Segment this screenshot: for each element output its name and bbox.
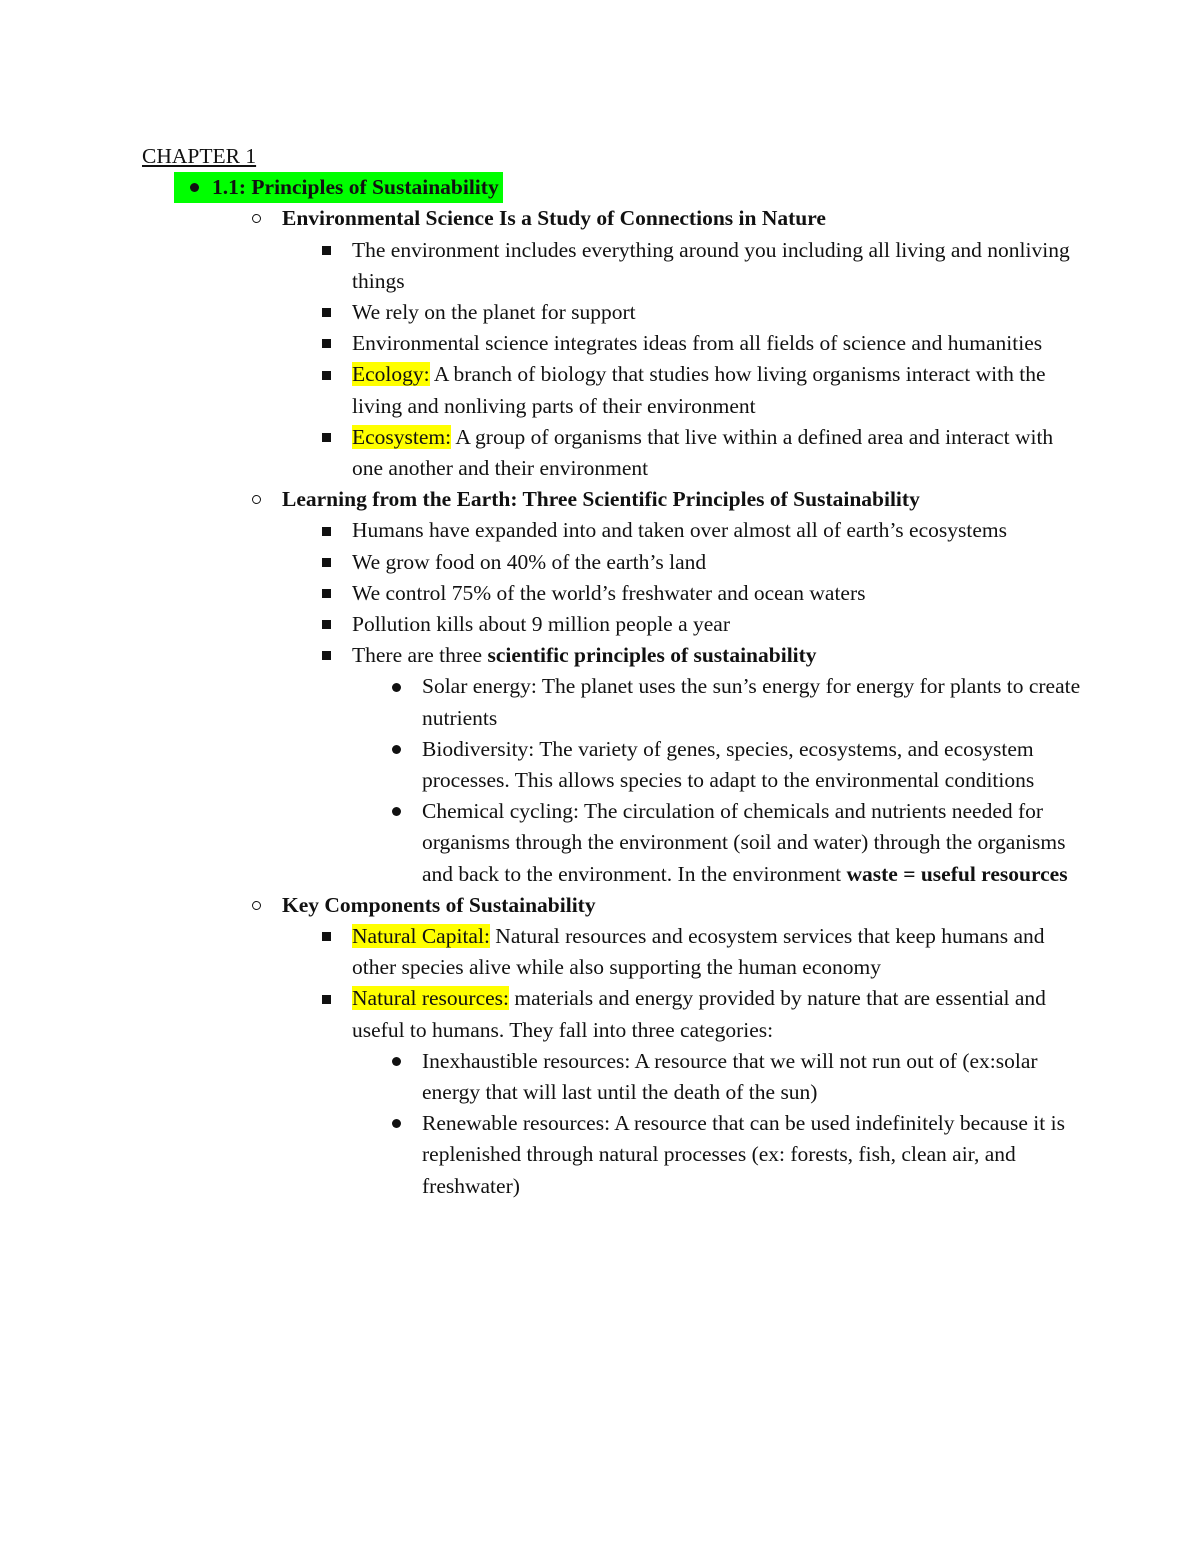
point-text: Pollution kills about 9 million people a year [352, 612, 730, 637]
point-text: A branch of biology that studies how living organisms interact with the living and nonliving parts of their environment [352, 362, 1046, 418]
square-bullet-icon [314, 578, 338, 609]
notes-content [142, 141, 1082, 1202]
subsection-heading [142, 484, 1082, 515]
list-item [142, 328, 1082, 359]
principle-text: Chemical cycling: The circulation of chemicals and nutrients needed for organisms through the environment (soil and water) through the organisms and back to the environment. In the environment [422, 799, 1066, 886]
hollow-bullet-icon [244, 890, 268, 921]
filled-bullet-icon [384, 796, 408, 827]
square-bullet-icon [314, 921, 338, 952]
square-bullet-icon [314, 297, 338, 328]
list-item [142, 515, 1082, 546]
filled-bullet-icon [384, 671, 408, 702]
filled-bullet-icon [384, 1108, 408, 1139]
list-item [142, 734, 1082, 796]
list-item [142, 796, 1082, 890]
subsection-heading [142, 203, 1082, 234]
list-item [142, 235, 1082, 297]
list-item [142, 422, 1082, 484]
principle-text: Solar energy: The planet uses the sun’s energy for energy for plants to create nutrients [422, 674, 1081, 730]
filled-bullet-icon [182, 172, 206, 203]
highlighted-term: Ecology: [352, 362, 430, 387]
square-bullet-icon [314, 359, 338, 390]
subsection-title: Learning from the Earth: Three Scientific Principles of Sustainability [282, 487, 920, 512]
hollow-bullet-icon [244, 203, 268, 234]
section-highlight [174, 172, 503, 203]
hollow-bullet-icon [244, 484, 268, 515]
list-item [142, 983, 1082, 1045]
point-text: There are three [352, 643, 488, 668]
point-text: A group of organisms that live within a defined area and interact with one another and their environment [352, 424, 1054, 481]
square-bullet-icon [314, 983, 338, 1014]
point-text: We control 75% of the world’s freshwater and ocean waters [352, 580, 866, 605]
list-item [142, 609, 1082, 640]
category-text: Inexhaustible resources: A resource that we will not run out of (ex:solar energy that will last until the death of the sun) [422, 1048, 1038, 1105]
section-title: 1.1: Principles of Sustainability [212, 175, 499, 200]
point-text: Humans have expanded into and taken over almost all of earth’s ecosystems [352, 518, 1007, 543]
point-text: Environmental science integrates ideas from all fields of science and humanities [352, 331, 1043, 356]
filled-bullet-icon [384, 734, 408, 765]
point-text: We rely on the planet for support [352, 300, 636, 324]
highlighted-term: Natural resources: [352, 986, 509, 1011]
subsection-title: Key Components of Sustainability [282, 892, 596, 917]
principle-bold-text: waste = useful resources [846, 861, 1068, 886]
subsection-heading [142, 890, 1082, 921]
subsection-title: Environmental Science Is a Study of Connections in Nature [282, 206, 826, 231]
chapter-title: CHAPTER 1 [142, 144, 257, 168]
square-bullet-icon [314, 640, 338, 671]
principle-text: Biodiversity: The variety of genes, species, ecosystems, and ecosystem processes. This allows species to adapt to the environmental conditions [422, 736, 1035, 793]
point-bold-text: scientific principles of sustainability [487, 643, 817, 668]
list-item [142, 547, 1082, 578]
section-heading [142, 172, 1082, 203]
square-bullet-icon [314, 422, 338, 453]
square-bullet-icon [314, 547, 338, 578]
square-bullet-icon [314, 609, 338, 640]
list-item [142, 921, 1082, 983]
highlighted-term: Natural Capital: [352, 924, 490, 949]
square-bullet-icon [314, 235, 338, 266]
point-text: The environment includes everything around you including all living and nonliving things [352, 237, 1070, 293]
point-text: We grow food on 40% of the earth’s land [352, 549, 707, 574]
filled-bullet-icon [384, 1046, 408, 1077]
category-text: Renewable resources: A resource that can be used indefinitely because it is replenished through natural processes (ex: forests, fish, clean air, and freshwater) [422, 1111, 1065, 1198]
point-text: materials and energy provided by nature that are essential and useful to humans. They fall into three categories: [352, 986, 1046, 1042]
list-item [142, 359, 1082, 421]
list-item [142, 1108, 1082, 1202]
list-item [142, 297, 1082, 328]
list-item [142, 640, 1082, 671]
list-item [142, 671, 1082, 733]
highlighted-term: Ecosystem: [352, 424, 452, 449]
list-item [142, 1046, 1082, 1108]
square-bullet-icon [314, 515, 338, 546]
list-item [142, 578, 1082, 609]
square-bullet-icon [314, 328, 338, 359]
point-text: Natural resources and ecosystem services that keep humans and other species alive while also supporting the human economy [352, 924, 1045, 980]
